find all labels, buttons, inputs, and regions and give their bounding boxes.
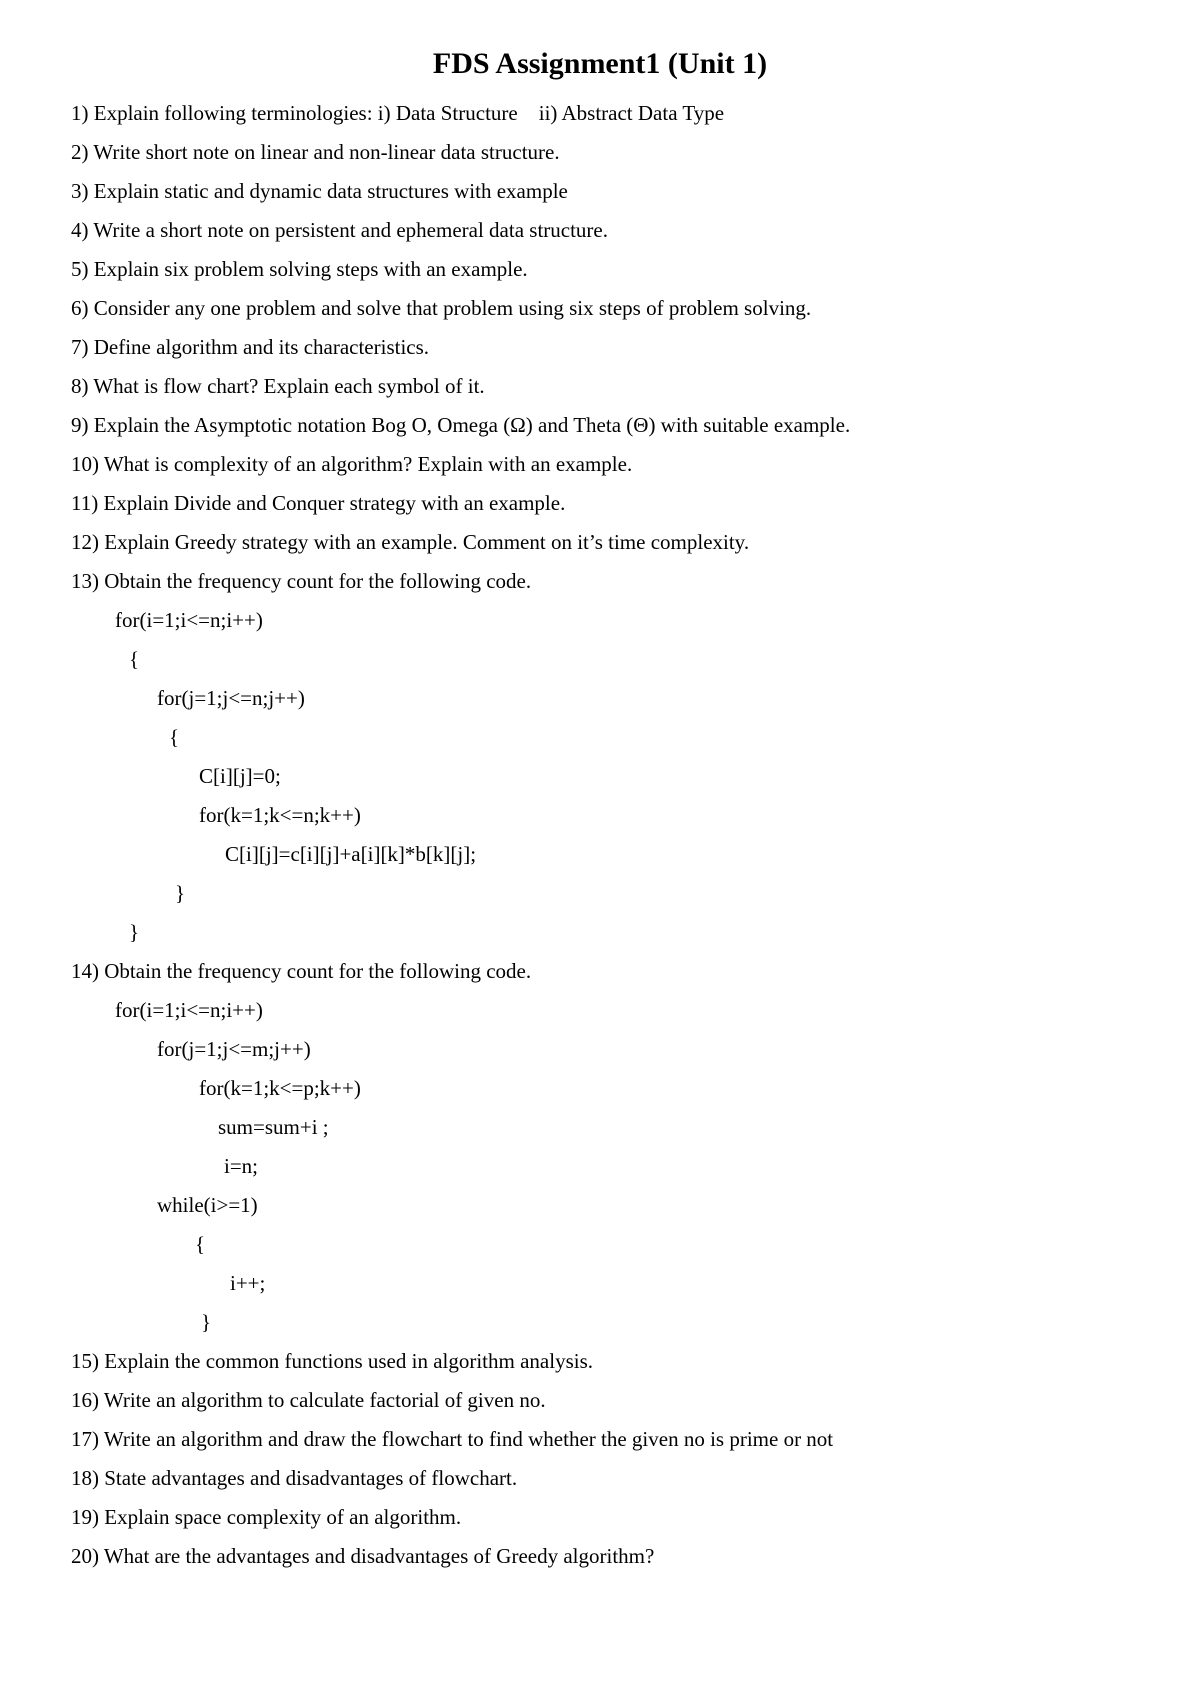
code14-line-1: for(i=1;i<=n;i++) [115, 998, 263, 1022]
question-3: 3) Explain static and dynamic data structures with example [71, 179, 568, 203]
question-7: 7) Define algorithm and its characteristics. [71, 335, 430, 359]
question-12: 12) Explain Greedy strategy with an example. Comment on it’s time complexity. [71, 530, 750, 554]
question-6: 6) Consider any one problem and solve that problem using six steps of problem solving. [71, 296, 812, 320]
code13-line-2: { [129, 647, 140, 671]
code13-line-1: for(i=1;i<=n;i++) [115, 608, 263, 632]
code14-line-6: while(i>=1) [157, 1193, 258, 1217]
question-14: 14) Obtain the frequency count for the following code. [71, 959, 532, 983]
question-20: 20) What are the advantages and disadvantages of Greedy algorithm? [71, 1544, 655, 1568]
question-19: 19) Explain space complexity of an algorithm. [71, 1505, 462, 1529]
question-10: 10) What is complexity of an algorithm? Explain with an example. [71, 452, 633, 476]
question-13: 13) Obtain the frequency count for the following code. [71, 569, 532, 593]
code13-line-9: } [129, 920, 140, 944]
question-17: 17) Write an algorithm and draw the flowchart to find whether the given no is prime or not [71, 1427, 834, 1451]
question-2: 2) Write short note on linear and non-linear data structure. [71, 140, 560, 164]
code13-line-8: } [175, 881, 186, 905]
question-8: 8) What is flow chart? Explain each symbol of it. [71, 374, 485, 398]
code14-line-7: { [195, 1232, 206, 1256]
question-15: 15) Explain the common functions used in algorithm analysis. [71, 1349, 593, 1373]
code14-line-2: for(j=1;j<=m;j++) [157, 1037, 311, 1061]
question-16: 16) Write an algorithm to calculate factorial of given no. [71, 1388, 546, 1412]
code14-line-5: i=n; [224, 1154, 259, 1178]
code14-line-9: } [201, 1310, 212, 1334]
question-11: 11) Explain Divide and Conquer strategy with an example. [71, 491, 566, 515]
code14-line-4: sum=sum+i ; [218, 1115, 329, 1139]
code13-line-5: C[i][j]=0; [199, 764, 281, 788]
code14-line-8: i++; [230, 1271, 266, 1295]
page-title: FDS Assignment1 (Unit 1) [432, 47, 768, 80]
question-4: 4) Write a short note on persistent and ephemeral data structure. [71, 218, 608, 242]
code13-line-6: for(k=1;k<=n;k++) [199, 803, 361, 827]
question-9: 9) Explain the Asymptotic notation Bog O, Omega (Ω) and Theta (Θ) with suitable example. [71, 413, 851, 437]
code13-line-7: C[i][j]=c[i][j]+a[i][k]*b[k][j]; [225, 842, 477, 866]
question-5: 5) Explain six problem solving steps with an example. [71, 257, 528, 281]
question-18: 18) State advantages and disadvantages of flowchart. [71, 1466, 518, 1490]
question-1: 1) Explain following terminologies: i) Data Structure ii) Abstract Data Type [71, 101, 725, 125]
code13-line-3: for(j=1;j<=n;j++) [157, 686, 305, 710]
code14-line-3: for(k=1;k<=p;k++) [199, 1076, 361, 1100]
code13-line-4: { [169, 725, 180, 749]
